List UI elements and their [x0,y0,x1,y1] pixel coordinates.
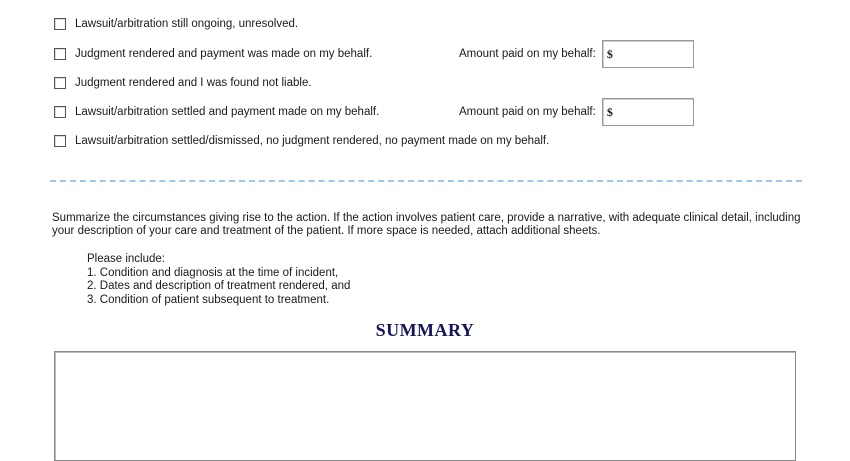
not-liable-checkbox[interactable] [54,77,66,89]
amount-paid-input-2[interactable] [602,98,694,126]
option-judgment-paid[interactable] [54,46,372,62]
amount-paid-label-1: Amount paid on my behalf: [459,48,596,60]
currency-symbol-1: $ [606,46,613,61]
option-settled-paid[interactable] [54,104,379,120]
judgment-paid-label: Judgment rendered and payment was made on my behalf. [75,48,373,60]
please-include-item-3: 3. Condition of patient subsequent to treatment. [87,293,330,306]
amount-paid-field-1 [459,40,694,68]
ongoing-checkbox[interactable] [54,18,66,30]
instructions-line-2: your description of your care and treatment of the patient. If more space is needed, attach additional sheets. [52,225,601,237]
instructions-line-1: Summarize the circumstances giving rise to the action. If the action involves patient care, provide a narrative, with adequate clinical detail, including [52,212,801,224]
amount-paid-field-2 [459,98,694,126]
currency-symbol-2: $ [606,104,613,119]
please-include-item-2: 2. Dates and description of treatment rendered, and [87,280,351,292]
settled-dismissed-checkbox[interactable] [54,135,66,147]
amount-paid-label-2: Amount paid on my behalf: [459,106,596,118]
settled-paid-label: Lawsuit/arbitration settled and payment made on my behalf. [75,106,380,118]
option-settled-dismissed[interactable] [54,133,549,149]
settled-paid-checkbox[interactable] [54,106,66,118]
settled-dismissed-label: Lawsuit/arbitration settled/dismissed, no judgment rendered, no payment made on my behalf. [75,135,550,147]
not-liable-label: Judgment rendered and I was found not liable. [75,77,312,89]
summary-title: SUMMARY [375,320,475,340]
summary-textarea[interactable] [54,351,796,461]
option-ongoing[interactable] [54,16,298,32]
please-include-heading: Please include: [87,253,165,265]
judgment-paid-checkbox[interactable] [54,48,66,60]
section-divider [50,180,802,182]
please-include-item-1: 1. Condition and diagnosis at the time of incident, [87,266,339,279]
instructions-paragraph [52,212,812,238]
ongoing-label: Lawsuit/arbitration still ongoing, unresolved. [75,18,299,30]
option-not-liable[interactable] [54,75,312,91]
amount-paid-input-1[interactable] [602,40,694,68]
please-include-list [87,253,350,307]
